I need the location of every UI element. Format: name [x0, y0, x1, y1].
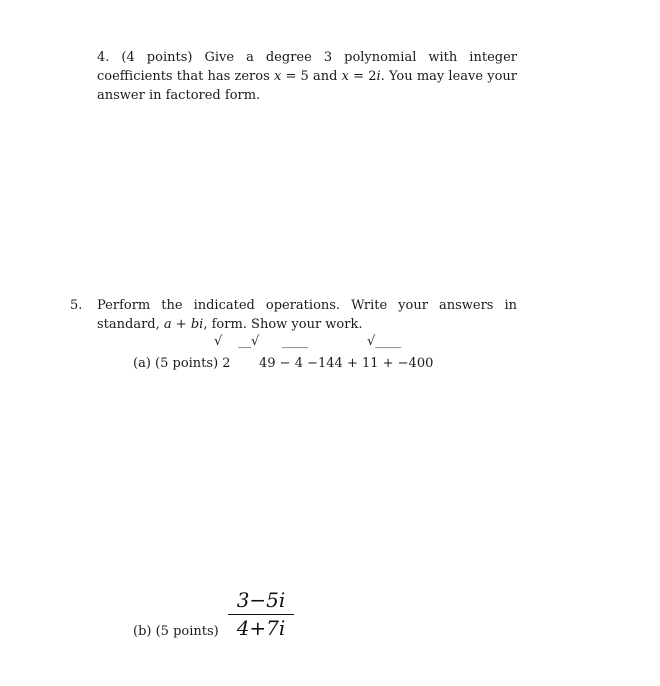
problem-5-line-2: standard, a + bi, form. Show your work.	[97, 317, 363, 332]
problem-5-line-1: 5. Perform the indicated operations. Write your answers in	[70, 298, 517, 313]
part-a-label: (a) (5 points) 2	[133, 356, 231, 371]
fraction-denominator: 4+7i	[236, 616, 286, 640]
radical-bar-1: __√	[238, 334, 260, 349]
part-b-fraction	[228, 588, 294, 640]
radical-sign-3: √____	[367, 334, 402, 349]
part-a-expression: 49 − 4 −144 + 11 + −400	[259, 356, 434, 371]
problem-4	[97, 48, 517, 105]
part-a	[133, 354, 434, 373]
radical-sign-1: √	[214, 334, 223, 349]
part-b-label: (b) (5 points)	[133, 624, 219, 639]
radical-bar-2: ____	[282, 334, 308, 349]
problem-5-number: 5.	[70, 298, 83, 313]
problem-4-line-2: coefficients that has zeros x = 5 and x = 2i. You may leave your	[97, 69, 517, 84]
fraction-numerator: 3−5i	[228, 588, 294, 615]
problem-5	[70, 296, 517, 334]
problem-4-line-3: answer in factored form.	[97, 88, 261, 103]
problem-4-line-1: 4. (4 points) Give a degree 3 polynomial with integer	[97, 50, 517, 65]
